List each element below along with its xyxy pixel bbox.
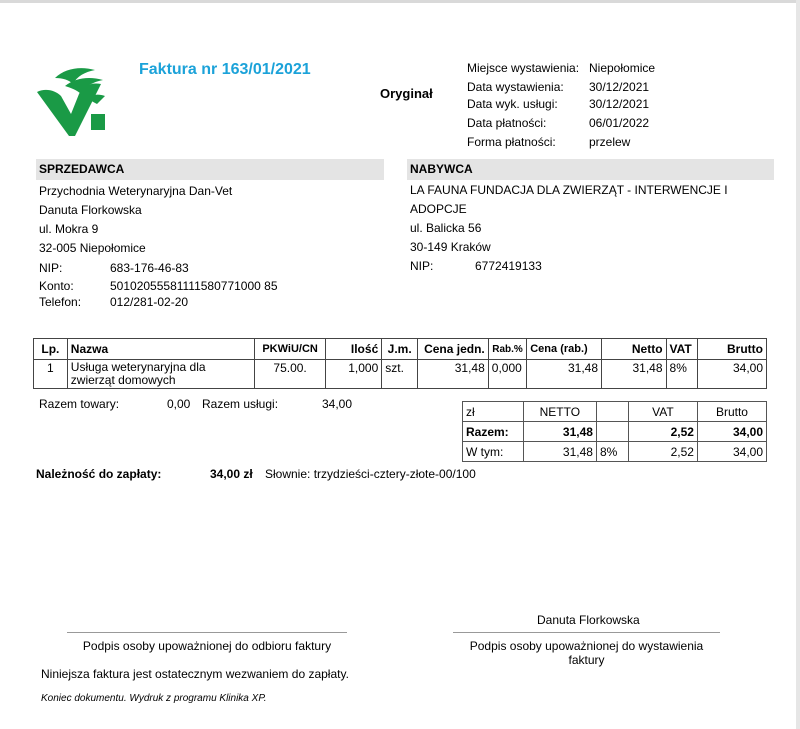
row-lp: 1 xyxy=(34,360,68,389)
row-name xyxy=(67,360,254,389)
issuer-signature-line xyxy=(453,632,720,633)
seller-account: 50102055581111580771000 85 xyxy=(110,279,278,293)
due-label: Należność do zapłaty: xyxy=(36,467,162,481)
services-total-value: 34,00 xyxy=(322,397,353,411)
final-notice: Niniejsza faktura jest ostatecznym wezwaniem do zapłaty. xyxy=(41,667,349,681)
meta-value-payment-date: 06/01/2022 xyxy=(589,116,650,130)
summary-incl-vat: 2,52 xyxy=(628,442,697,462)
table-row xyxy=(34,360,767,389)
receiver-signature-caption: Podpis osoby upoważnionej do odbioru faktury xyxy=(82,639,332,653)
summary-incl-label: W tym: xyxy=(463,442,524,462)
summary-gross-header: Brutto xyxy=(697,402,766,422)
meta-value-payment-form: przelew xyxy=(589,135,631,149)
summary-net-header: NETTO xyxy=(523,402,596,422)
col-unit: J.m. xyxy=(382,339,418,360)
row-price-disc: 31,48 xyxy=(527,360,602,389)
row-name-line2: zwierząt domowych xyxy=(70,373,176,387)
col-qty: Ilość xyxy=(325,339,381,360)
summary-total-gross: 34,00 xyxy=(697,422,766,442)
copy-type: Oryginał xyxy=(380,86,433,101)
buyer-city: 30-149 Kraków xyxy=(410,240,491,254)
seller-account-label: Konto: xyxy=(39,279,74,293)
row-qty: 1,000 xyxy=(325,360,381,389)
meta-value-issue-date: 30/12/2021 xyxy=(589,80,650,94)
due-words: Słownie: trzydzieści-cztery-złote-00/100 xyxy=(265,467,476,481)
col-gross: Brutto xyxy=(698,339,767,360)
vat-summary-table xyxy=(462,401,767,462)
col-price-disc: Cena (rab.) xyxy=(527,339,602,360)
seller-phone-label: Telefon: xyxy=(39,295,82,309)
col-lp: Lp. xyxy=(34,339,68,360)
seller-header: SPRZEDAWCA xyxy=(36,159,384,180)
issuer-signature-caption xyxy=(453,639,720,667)
meta-label-place: Miejsce wystawienia: xyxy=(467,61,580,75)
buyer-nip: 6772419133 xyxy=(475,259,542,273)
col-vat: VAT xyxy=(666,339,698,360)
summary-incl-row xyxy=(463,442,767,462)
seller-block xyxy=(39,182,384,258)
services-total-label: Razem usługi: xyxy=(202,397,279,411)
meta-value-service-date: 30/12/2021 xyxy=(589,97,650,111)
summary-total-row xyxy=(463,422,767,442)
goods-total-value: 0,00 xyxy=(167,397,191,411)
row-gross: 34,00 xyxy=(698,360,767,389)
summary-total-vat: 2,52 xyxy=(628,422,697,442)
summary-incl-gross: 34,00 xyxy=(697,442,766,462)
summary-total-net: 31,48 xyxy=(523,422,596,442)
col-disc: Rab.% xyxy=(488,339,526,360)
seller-name: Przychodnia Weterynaryjna Dan-Vet xyxy=(39,184,233,198)
meta-value-place: Niepołomice xyxy=(589,61,656,75)
summary-incl-rate: 8% xyxy=(596,442,628,462)
clinic-logo-icon xyxy=(35,64,107,140)
invoice-title: Faktura nr 163/01/2021 xyxy=(139,61,311,78)
seller-city: 32-005 Niepołomice xyxy=(39,241,146,255)
meta-label-payment-date: Data płatności: xyxy=(467,116,547,130)
due-amount: 34,00 zł xyxy=(210,467,253,481)
summary-total-rate-empty xyxy=(596,422,628,442)
row-disc: 0,000 xyxy=(488,360,526,389)
summary-incl-net: 31,48 xyxy=(523,442,596,462)
meta-label-service-date: Data wyk. usługi: xyxy=(467,97,558,111)
issuer-caption-line2: faktury xyxy=(568,653,605,667)
summary-rate-header-empty xyxy=(596,402,628,422)
receiver-signature-line xyxy=(67,632,347,633)
summary-currency: zł xyxy=(463,402,524,422)
seller-nip: 683-176-46-83 xyxy=(110,261,189,275)
issuer-name: Danuta Florkowska xyxy=(537,613,640,627)
row-name-line1: Usługa weterynaryjna dla xyxy=(70,360,206,374)
buyer-nip-label: NIP: xyxy=(410,259,434,273)
row-pkwiu: 75.00. xyxy=(255,360,326,389)
goods-total-label: Razem towary: xyxy=(39,397,120,411)
seller-nip-label: NIP: xyxy=(39,261,63,275)
meta-label-issue-date: Data wystawienia: xyxy=(467,80,564,94)
row-unit: szt. xyxy=(382,360,418,389)
issuer-caption-line1: Podpis osoby upoważnionej do wystawienia xyxy=(469,639,704,653)
col-name: Nazwa xyxy=(67,339,254,360)
buyer-street: ul. Balicka 56 xyxy=(410,221,482,235)
summary-vat-header: VAT xyxy=(628,402,697,422)
buyer-header: NABYWCA xyxy=(407,159,774,180)
row-price: 31,48 xyxy=(418,360,489,389)
row-vat: 8% xyxy=(666,360,698,389)
document-end: Koniec dokumentu. Wydruk z programu Klinika XP. xyxy=(41,693,267,704)
col-price: Cena jedn. xyxy=(418,339,489,360)
row-net: 31,48 xyxy=(602,360,667,389)
items-header-row xyxy=(34,339,767,360)
seller-phone: 012/281-02-20 xyxy=(110,295,189,309)
col-pkwiu: PKWiU/CN xyxy=(255,339,326,360)
seller-street: ul. Mokra 9 xyxy=(39,222,99,236)
summary-header-row xyxy=(463,402,767,422)
buyer-name-line1: LA FAUNA FUNDACJA DLA ZWIERZĄT - INTERWENCJE I xyxy=(410,183,728,197)
buyer-block xyxy=(410,181,770,257)
items-table xyxy=(33,338,767,389)
meta-label-payment-form: Forma płatności: xyxy=(467,135,556,149)
summary-total-label: Razem: xyxy=(463,422,524,442)
seller-person: Danuta Florkowska xyxy=(39,203,142,217)
buyer-name-line2: ADOPCJE xyxy=(410,202,467,216)
col-net: Netto xyxy=(602,339,667,360)
